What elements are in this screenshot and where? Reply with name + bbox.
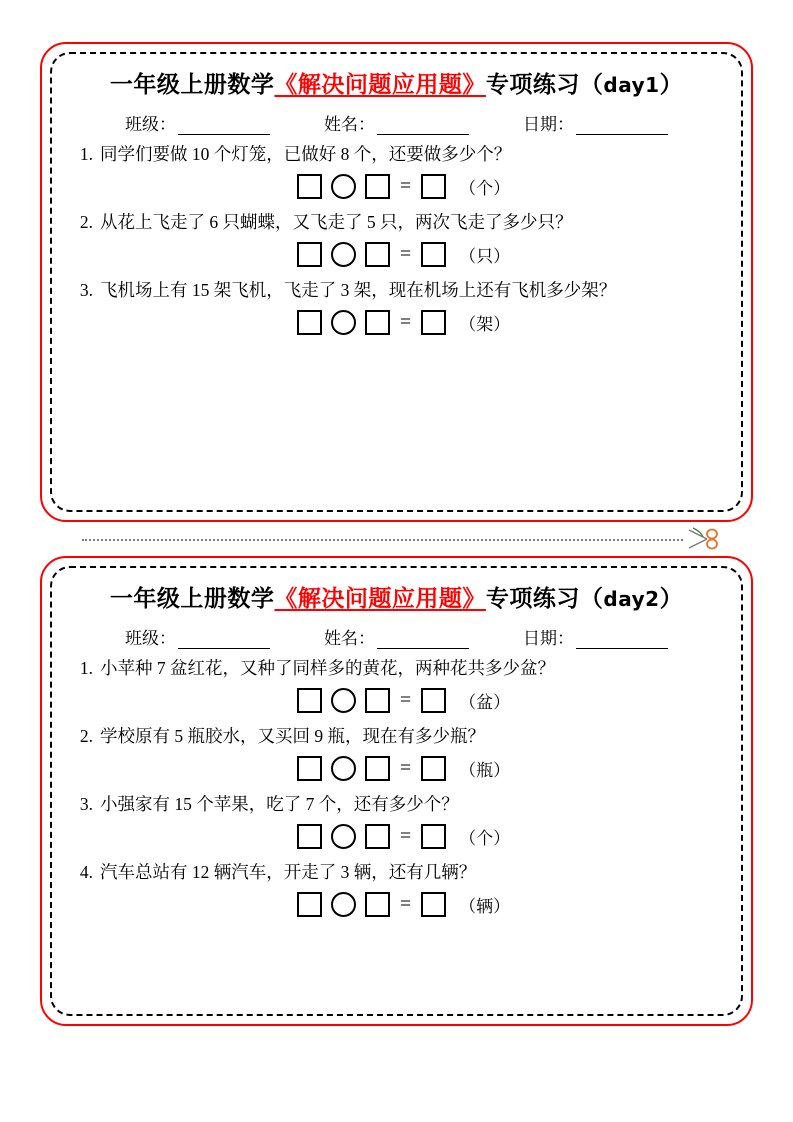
field-date-label: 日期： [523,628,574,648]
answer-box-operand1[interactable] [297,688,322,713]
question-text: 小强家有 15 个苹果，吃了 7 个，还有多少个？ [100,794,459,815]
answer-unit: （个） [459,829,511,849]
answer-box-result[interactable] [421,174,446,199]
question-number: 3. [79,794,93,815]
field-name-input[interactable] [377,119,469,135]
field-date [523,110,668,135]
worksheet-card-inner [50,566,743,1016]
question-item [74,859,719,886]
field-class [125,110,270,135]
answer-box-operand2[interactable] [365,824,390,849]
student-info-row [74,624,719,649]
field-date-label: 日期： [523,114,574,134]
field-class-input[interactable] [178,119,270,135]
question-list [74,141,719,335]
equals-sign: = [399,893,412,916]
answer-row [74,756,719,781]
answer-unit: （辆） [459,897,511,917]
question-item [74,209,719,236]
question-number: 1. [79,143,93,164]
equals-sign: = [399,689,412,712]
field-class-input[interactable] [178,633,270,649]
answer-circle-operator[interactable] [331,824,356,849]
title-suffix: ） [659,72,684,97]
worksheet-card-day2 [40,556,753,1026]
answer-box-operand1[interactable] [297,174,322,199]
scissors-icon [687,526,719,552]
question-text: 同学们要做 10 个灯笼，已做好 8 个，还要做多少个？ [100,143,512,164]
answer-box-result[interactable] [421,242,446,267]
field-date-input[interactable] [576,633,668,649]
field-name-input[interactable] [377,633,469,649]
field-class-label: 班级： [125,114,176,134]
question-number: 4. [79,862,93,883]
question-number: 3. [79,280,93,301]
question-text: 飞机场上有 15 架飞机，飞走了 3 架，现在机场上还有飞机多少架？ [100,280,617,301]
answer-box-operand2[interactable] [365,310,390,335]
answer-circle-operator[interactable] [331,242,356,267]
answer-box-result[interactable] [421,756,446,781]
answer-box-result[interactable] [421,824,446,849]
answer-circle-operator[interactable] [331,174,356,199]
title-day-tag: day2 [603,587,660,611]
worksheet-title [74,70,719,100]
question-item [74,277,719,304]
title-day-tag: day1 [603,73,660,97]
cut-line-dashes [82,539,683,541]
question-item [74,655,719,682]
answer-unit: （瓶） [459,761,511,781]
equals-sign: = [399,175,412,198]
field-name [324,110,469,135]
question-number: 2. [79,212,93,233]
worksheet-card-inner [50,52,743,512]
answer-box-operand1[interactable] [297,310,322,335]
field-name-label: 姓名： [324,628,375,648]
answer-box-operand1[interactable] [297,892,322,917]
answer-box-result[interactable] [421,310,446,335]
answer-box-result[interactable] [421,688,446,713]
answer-row [74,174,719,199]
answer-box-operand1[interactable] [297,242,322,267]
question-item [74,723,719,750]
title-book-name: 《解决问题应用题》 [274,72,486,97]
question-item [74,791,719,818]
question-text: 从花上飞走了 6 只蝴蝶，又飞走了 5 只，两次飞走了多少只？ [100,212,573,233]
answer-box-operand2[interactable] [365,242,390,267]
field-date-input[interactable] [576,119,668,135]
answer-row [74,824,719,849]
answer-box-operand2[interactable] [365,688,390,713]
field-class-label: 班级： [125,628,176,648]
field-name-label: 姓名： [324,114,375,134]
answer-row [74,310,719,335]
title-suffix: ） [659,586,684,611]
question-text: 小苹种 7 盆红花，又种了同样多的黄花，两种花共多少盆？ [100,657,555,678]
answer-circle-operator[interactable] [331,688,356,713]
answer-box-operand2[interactable] [365,174,390,199]
answer-row [74,892,719,917]
title-prefix: 一年级上册数学 [109,72,275,97]
worksheet-title [74,584,719,614]
question-item [74,141,719,168]
question-number: 2. [79,726,93,747]
answer-box-operand2[interactable] [365,892,390,917]
title-book-name: 《解决问题应用题》 [274,586,486,611]
equals-sign: = [399,825,412,848]
student-info-row [74,110,719,135]
field-class [125,624,270,649]
field-name [324,624,469,649]
cut-line [40,522,753,556]
answer-unit: （个） [459,179,511,199]
answer-box-operand1[interactable] [297,756,322,781]
field-date [523,624,668,649]
answer-unit: （只） [459,247,511,267]
equals-sign: = [399,311,412,334]
answer-circle-operator[interactable] [331,892,356,917]
answer-box-operand2[interactable] [365,756,390,781]
answer-unit: （架） [459,315,511,335]
equals-sign: = [399,243,412,266]
answer-box-operand1[interactable] [297,824,322,849]
worksheet-card-day1 [40,42,753,522]
answer-circle-operator[interactable] [331,310,356,335]
title-prefix: 一年级上册数学 [109,586,275,611]
answer-circle-operator[interactable] [331,756,356,781]
title-middle: 专项练习（ [485,72,604,97]
equals-sign: = [399,757,412,780]
answer-row [74,242,719,267]
title-middle: 专项练习（ [485,586,604,611]
question-number: 1. [79,657,93,678]
question-text: 汽车总站有 12 辆汽车，开走了 3 辆，还有几辆？ [100,862,477,883]
question-text: 学校原有 5 瓶胶水，又买回 9 瓶，现在有多少瓶？ [100,726,485,747]
answer-unit: （盆） [459,693,511,713]
question-list [74,655,719,918]
answer-row [74,688,719,713]
answer-box-result[interactable] [421,892,446,917]
